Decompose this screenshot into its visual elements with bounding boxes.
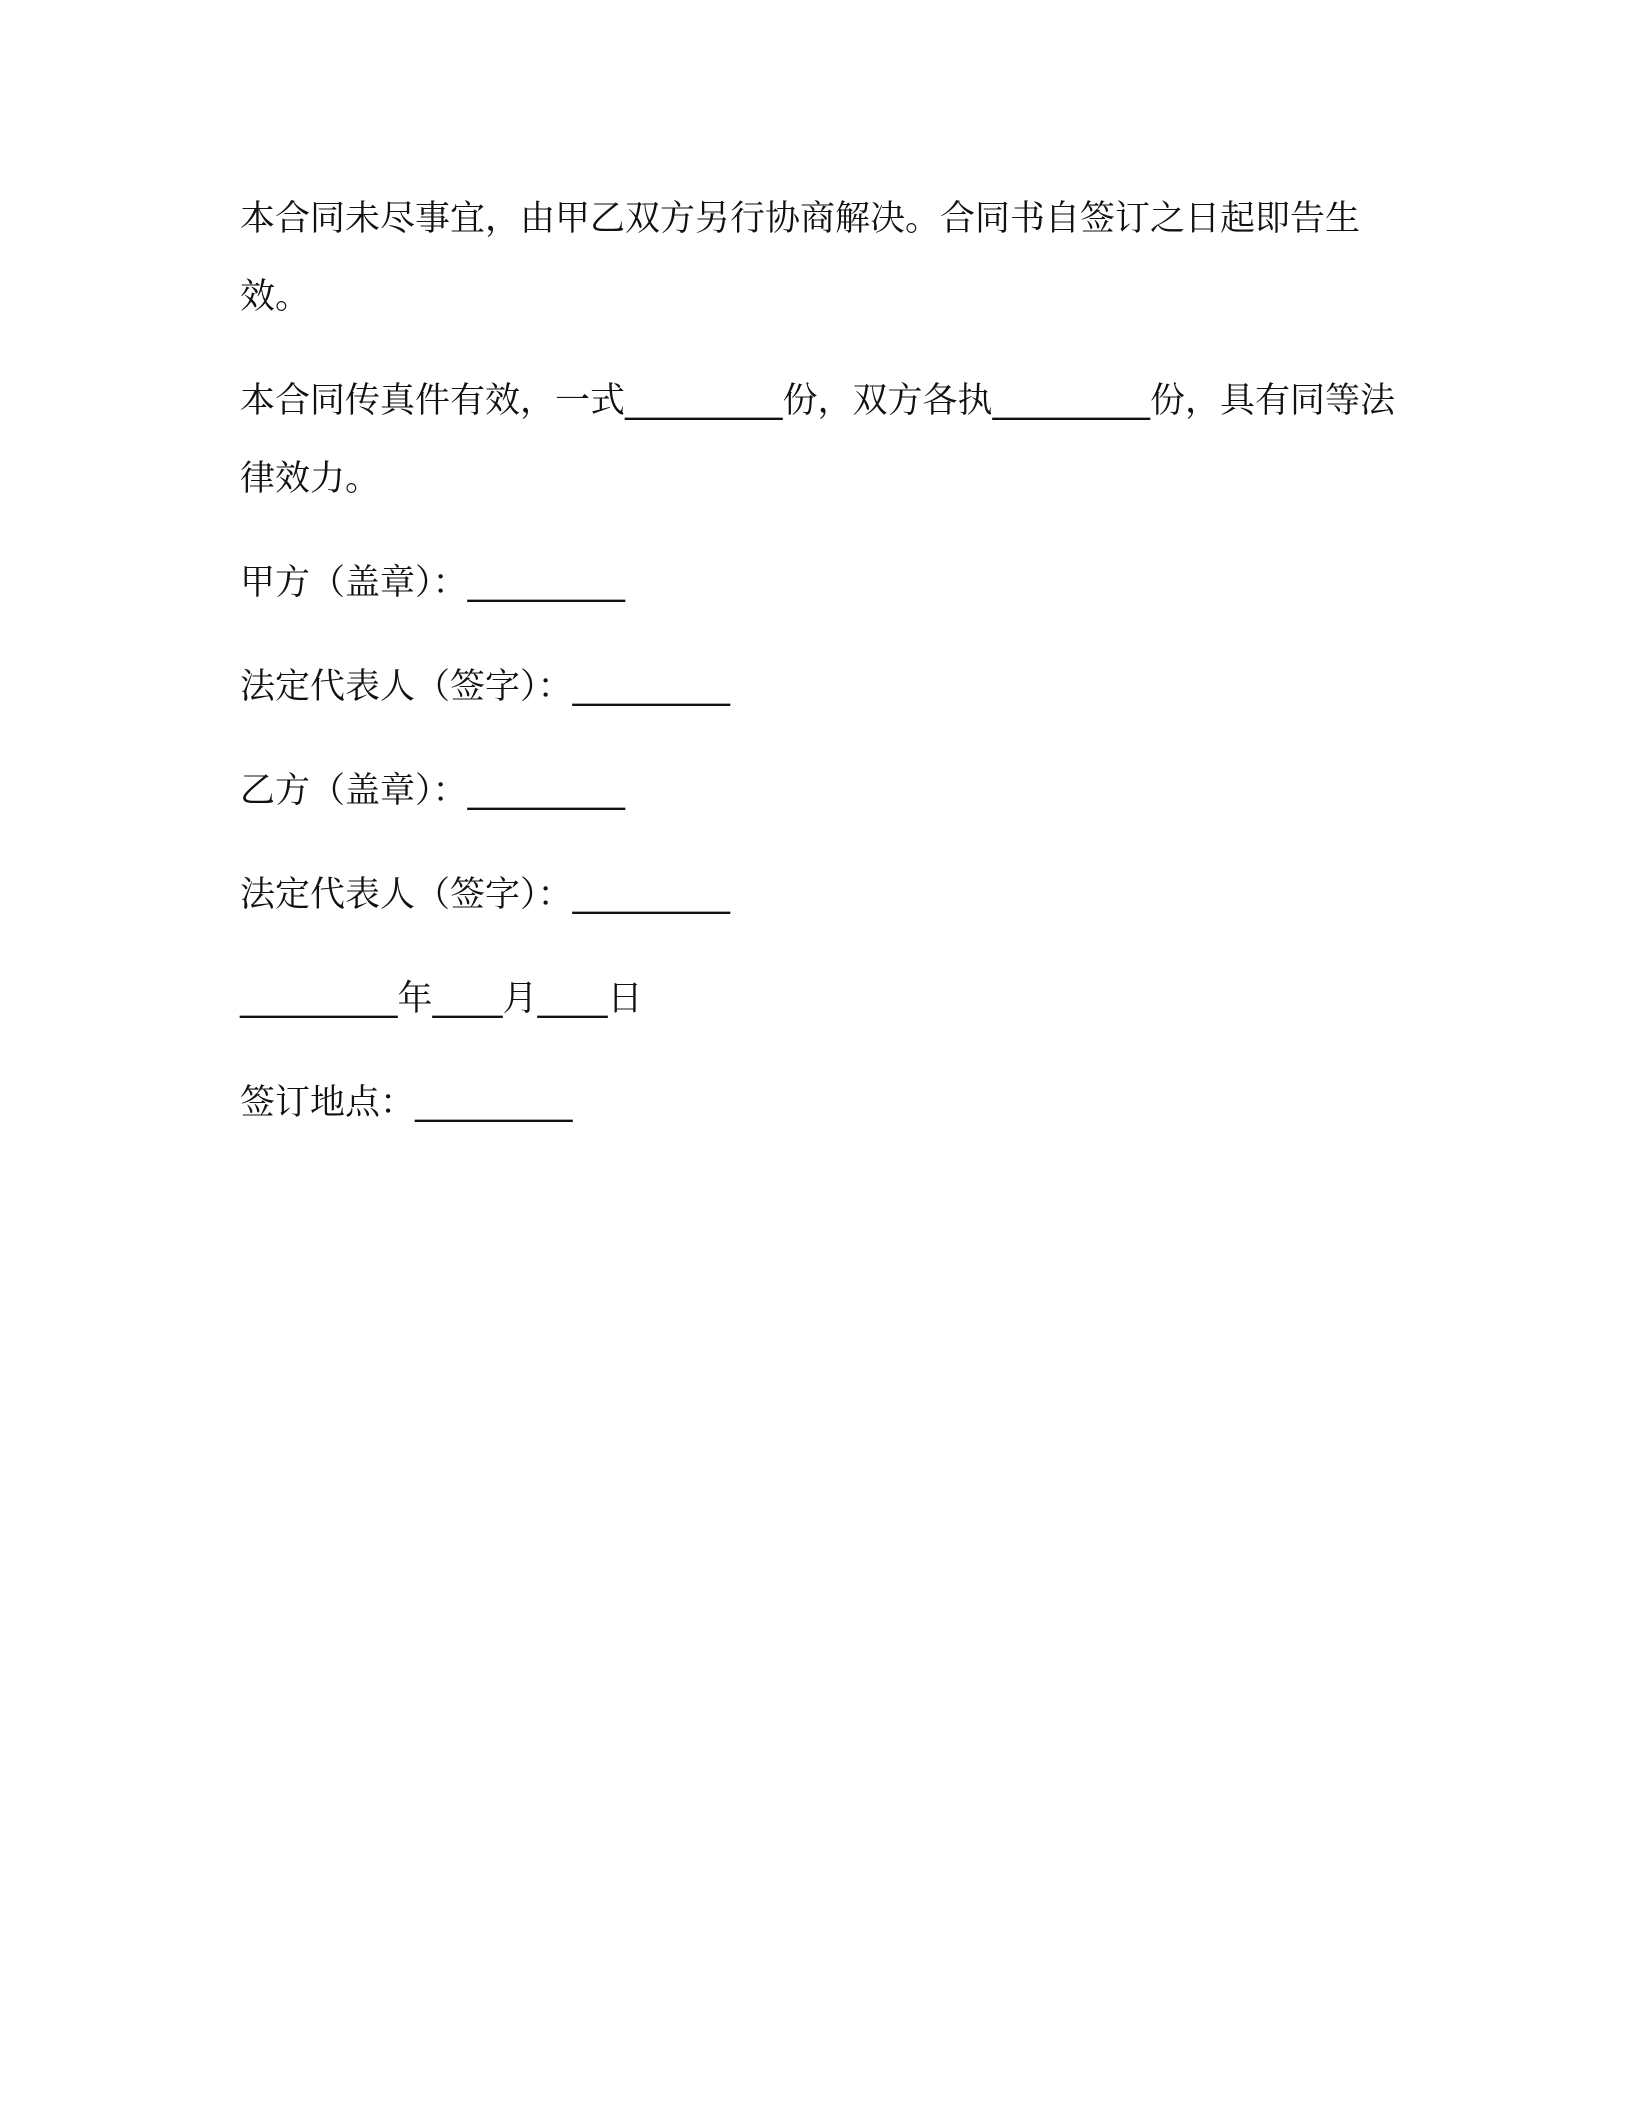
party-b-representative-line: 法定代表人（签字）：_________ <box>240 875 731 915</box>
party-b-seal-line: 乙方（盖章）：_________ <box>240 771 626 811</box>
clause-unresolved-matters: 本合同未尽事宜，由甲乙双方另行协商解决。合同书自签订之日起即告生效。 <box>240 199 1361 317</box>
party-a-representative-line: 法定代表人（签字）：_________ <box>240 667 731 707</box>
party-a-seal-line: 甲方（盖章）：_________ <box>240 563 626 603</box>
signing-date-line: _________年____月____日 <box>240 979 643 1019</box>
signing-location-line: 签订地点：_________ <box>240 1083 573 1123</box>
clause-fax-copies: 本合同传真件有效，一式_________份，双方各执_________份，具有同等法律效力。 <box>240 381 1396 499</box>
document-body <box>240 180 1400 1168</box>
